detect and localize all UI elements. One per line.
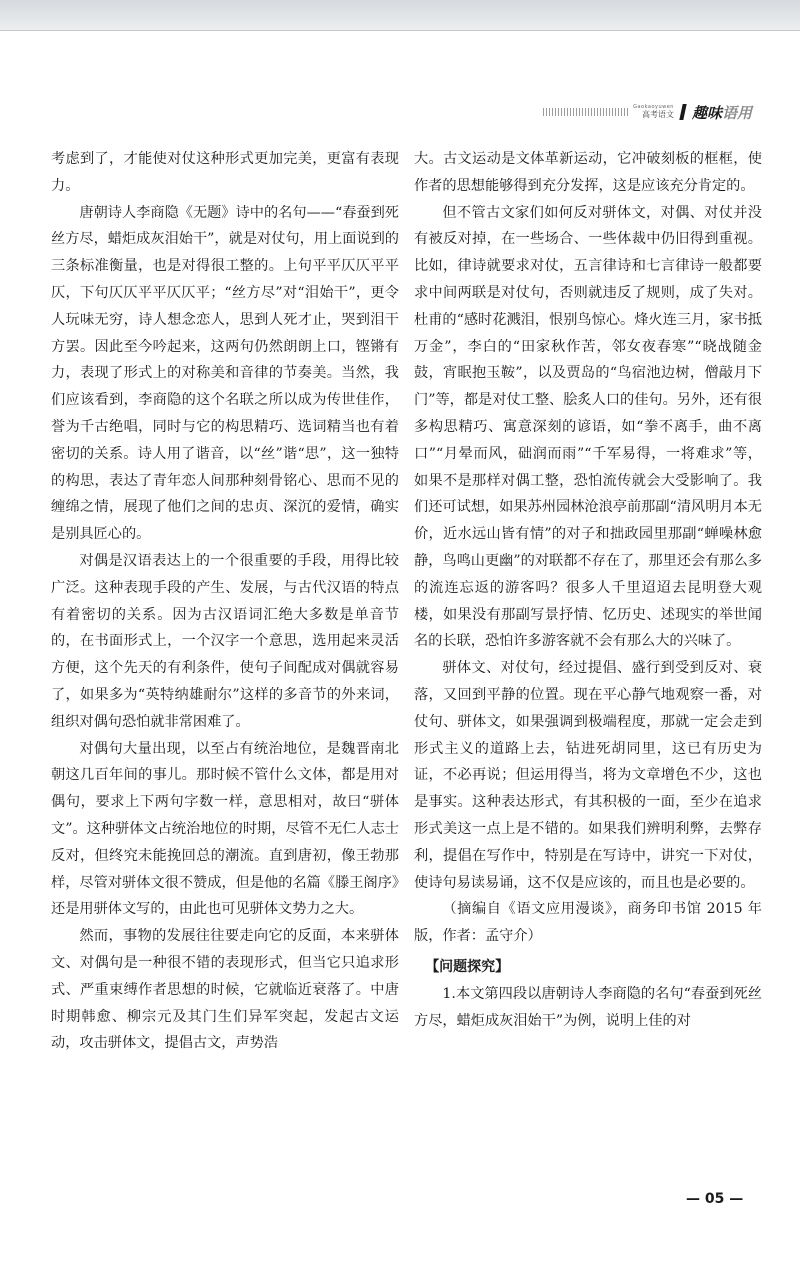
brand-small — [633, 104, 674, 119]
section-title-gray: 语用 — [721, 104, 752, 122]
paragraph: 然而，事物的发展往往要走向它的反面，本来骈体文、对偶句是一种很不错的表现形式，但当它只追求形式、严重束缚作者思想的时候，它就临近衰落了。中唐时期韩愈、柳宗元及其门生们异军突起，发起古文运动，攻击骈体文，提倡古文，声势浩 — [51, 928, 399, 1052]
section-heading: 【问题探究】 — [425, 958, 510, 975]
question-1: 1.本文第四段以唐朝诗人李商隐的名句“春蚕到死丝方尽，蜡炬成灰泪始干”为例，说明上佳的对 — [414, 985, 762, 1029]
brand-bar — [679, 104, 686, 120]
section-title-dark: 趣味 — [691, 104, 722, 122]
section-title — [692, 104, 752, 122]
running-header — [543, 104, 752, 122]
source-citation: （摘编自《语文应用漫谈》，商务印书馆 2015 年版，作者：孟守介） — [414, 901, 762, 945]
top-band — [0, 0, 800, 31]
paragraph: 考虑到了，才能使对仗这种形式更加完美，更富有表现力。 — [51, 151, 399, 194]
paragraph: 对偶是汉语表达上的一个很重要的手段，用得比较广泛。这种表现手段的产生、发展，与古代汉语的特点有着密切的关系。因为古汉语词汇绝大多数是单音节的，在书面形式上，一个汉字一个意思，选用起来灵活方便，这个先天的有利条件，使句子间配成对偶就容易了，如果多为“英特纳雄耐尔”这样的多音节的外来词，组织对偶句恐怕就非常困难了。 — [51, 552, 399, 730]
right-column — [414, 146, 762, 1034]
paragraph: 但不管古文家们如何反对骈体文，对偶、对仗并没有被反对掉，在一些场合、一些体裁中仍旧得到重视。比如，律诗就要求对仗，五言律诗和七言律诗一般都要求中间两联是对仗句，否则就违反了规则，成了失对。杜甫的“感时花溅泪，恨别鸟惊心。烽火连三月，家书抵万金”，李白的“田家秋作苦，邻女夜春寒”“晓战随金鼓，宵眠抱玉鞍”，以及贾岛的“鸟宿池边树，僧敲月下门”等，都是对仗工整、脍炙人口的佳句。另外，还有很多构思精巧、寓意深刻的谚语，如“拳不离手，曲不离口”“月晕而风，础润而雨”“千军易得，一将难求”等，如果不是那样对偶工整，恐怕流传就会大受影响了。我们还可试想，如果苏州园林沧浪亭前那副“清风明月本无价，近水远山皆有情”的对子和拙政园里那副“蝉噪林愈静，鸟鸣山更幽”的对联都不存在了，那里还会有那么多的流连忘返的游客吗？很多人千里迢迢去昆明登大观楼，如果没有那副写景抒情、忆历史、述现实的举世闻名的长联，恐怕许多游客就不会有那么大的兴味了。 — [414, 204, 762, 650]
paragraph: 唐朝诗人李商隐《无题》诗中的名句——“春蚕到死丝方尽，蜡炬成灰泪始干”，就是对仗句，用上面说到的三条标准衡量，也是对得很工整的。上句平平仄仄平平仄，下句仄仄平平仄仄平；“丝方尽”对“泪始干”，更令人玩味无穷，诗人想念恋人，思到人死才止，哭到泪干方罢。因此至今吟起来，这两句仍然朗朗上口，铿锵有力，表现了形式上的对称美和音律的节奏美。当然，我们应该看到，李商隐的这个名联之所以成为传世佳作，誉为千古绝唱，同时与它的构思精巧、选词精当也有着密切的关系。诗人用了谐音，以“丝”谐“思”，这一独特的构思，表达了青年恋人间那种刻骨铭心、思而不见的缠绵之情，展现了他们之间的忠贞、深沉的爱情，确实是别具匠心的。 — [51, 204, 399, 543]
page-number: — 05 — — [686, 1191, 744, 1207]
paragraph: 大。古文运动是文体革新运动，它冲破刻板的框框，使作者的思想能够得到充分发挥，这是应该充分肯定的。 — [414, 151, 762, 194]
paragraph: 对偶句大量出现，以至占有统治地位，是魏晋南北朝这几百年间的事儿。那时候不管什么文体，都是用对偶句，要求上下两句字数一样，意思相对，故曰“骈体文”。这种骈体文占统治地位的时期，尽管不无仁人志士反对，但终究未能挽回总的潮流。直到唐初，像王勃那样，尽管对骈体文很不赞成，但是他的名篇《滕王阁序》还是用骈体文写的，由此也可见骈体文势力之大。 — [51, 740, 399, 918]
brand-cn-small: 高考语文 — [641, 110, 674, 119]
brand-en: Gaokaoyuwen — [633, 104, 674, 110]
paragraph: 骈体文、对仗句，经过提倡、盛行到受到反对、衰落，又回到平静的位置。现在平心静气地观察一番，对仗句、骈体文，如果强调到极端程度，那就一定会走到形式主义的道路上去，钻进死胡同里，这已有历史为证，不必再说；但运用得当，将为文章增色不少，这也是事实。这种表达形式，有其积极的一面，至少在追求形式美这一点上是不错的。如果我们辨明利弊，去弊存利，提倡在写作中，特别是在写诗中，讲究一下对仗，使诗句易读易诵，这不仅是应该的，而且也是必要的。 — [414, 660, 762, 891]
left-column — [51, 146, 399, 1057]
hatch-decoration — [543, 108, 629, 116]
